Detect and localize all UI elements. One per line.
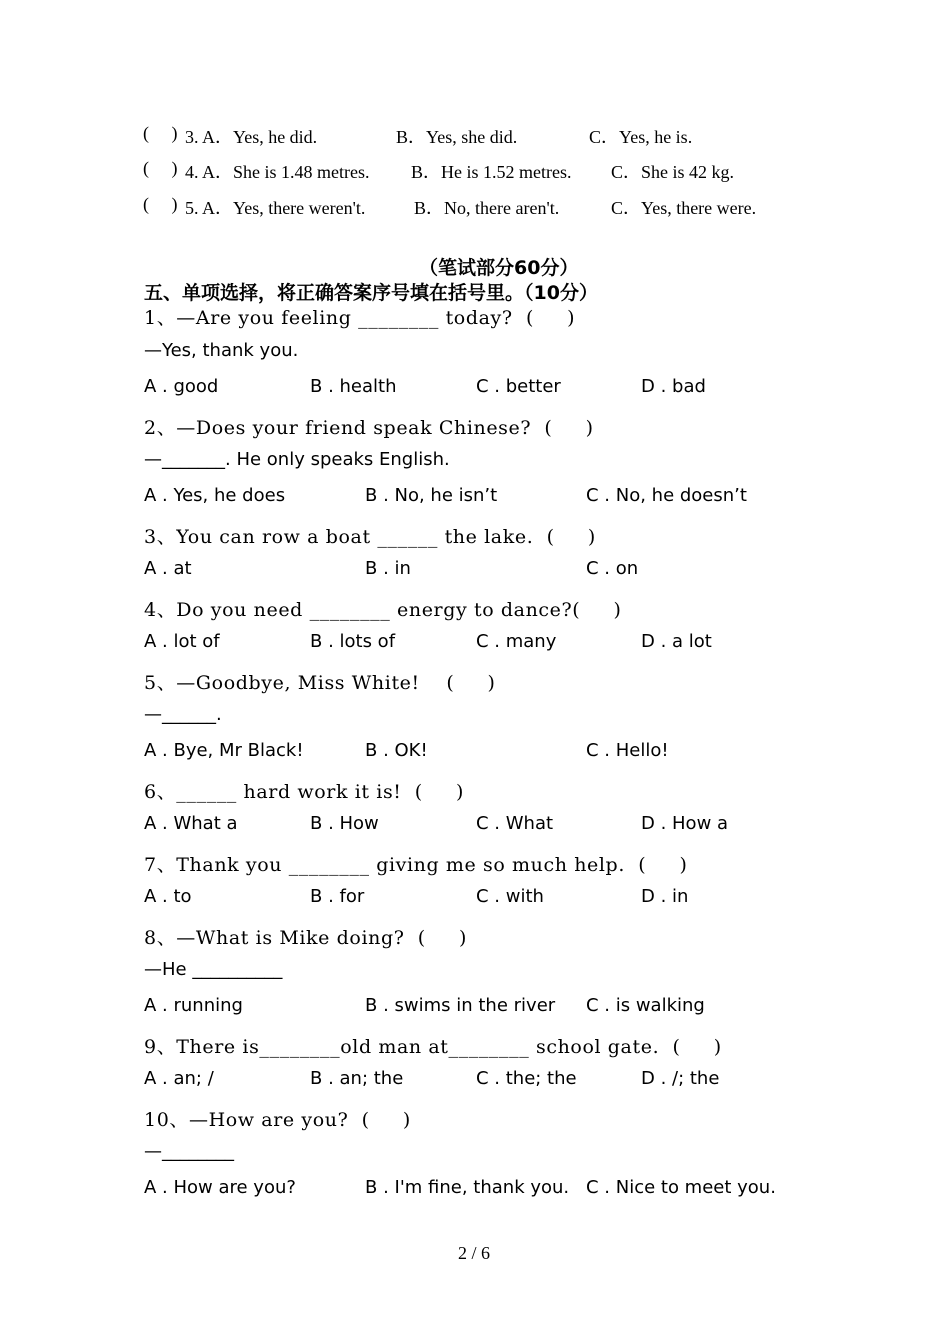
- question-10-reply: —________: [144, 1141, 234, 1162]
- question-6-stem: 6、______ hard work it is! ( ): [144, 781, 465, 803]
- option-b: B . in: [365, 558, 411, 579]
- written-part-header: （笔试部分60分）: [419, 257, 579, 279]
- option-c: C . What: [476, 813, 554, 834]
- question-7-stem: 7、Thank you ________ giving me so much help. ( ): [144, 854, 688, 876]
- option-c: C . with: [476, 886, 544, 907]
- option-c: C . the; the: [476, 1068, 577, 1089]
- option-a: A . good: [144, 376, 219, 397]
- question-5-reply: —______.: [144, 704, 222, 725]
- option-b: B . How: [310, 813, 379, 834]
- option-b: B . an; the: [310, 1068, 404, 1089]
- option-a: A . at: [144, 558, 192, 579]
- answer-paren: ( ): [143, 123, 178, 143]
- option-b: B . No, he isn’t: [365, 485, 498, 506]
- listening-option-c: C．Yes, there were.: [611, 198, 757, 218]
- listening-option-c: C．Yes, he is.: [589, 127, 693, 147]
- option-b: B . lots of: [310, 631, 396, 652]
- question-9-stem: 9、There is________old man at________ school gate. ( ): [144, 1036, 722, 1058]
- listening-option-a: 3. A．Yes, he did.: [185, 127, 318, 147]
- listening-option-b: B．No, there aren't.: [414, 198, 560, 218]
- option-d: D . How a: [641, 813, 729, 834]
- answer-paren: ( ): [143, 158, 178, 178]
- option-a: A . Bye, Mr Black!: [144, 740, 304, 761]
- listening-option-c: C．She is 42 kg.: [611, 162, 735, 182]
- page-number: 2 / 6: [458, 1243, 491, 1263]
- listening-option-a: 4. A．She is 1.48 metres.: [185, 162, 370, 182]
- option-a: A . running: [144, 995, 243, 1016]
- option-d: D . /; the: [641, 1068, 720, 1089]
- option-d: D . in: [641, 886, 689, 907]
- section-title: 五、单项选择，将正确答案序号填在括号里。（10分）: [144, 282, 598, 304]
- option-a: A . What a: [144, 813, 238, 834]
- listening-option-b: B．He is 1.52 metres.: [411, 162, 572, 182]
- question-2-stem: 2、—Does your friend speak Chinese? ( ): [144, 417, 594, 439]
- question-8-reply: —He __________: [144, 959, 283, 980]
- answer-paren: ( ): [143, 194, 178, 214]
- option-c: C . on: [586, 558, 639, 579]
- question-3-stem: 3、You can row a boat ______ the lake. ( ): [144, 526, 596, 548]
- option-b: B . for: [310, 886, 365, 907]
- option-d: D . a lot: [641, 631, 712, 652]
- option-c: C . No, he doesn’t: [586, 485, 747, 506]
- option-a: A . How are you?: [144, 1177, 296, 1198]
- option-a: A . to: [144, 886, 192, 907]
- question-8-stem: 8、—What is Mike doing? ( ): [144, 927, 468, 949]
- question-10-stem: 10、—How are you? ( ): [144, 1109, 411, 1131]
- question-1-reply: —Yes, thank you.: [144, 340, 299, 361]
- option-a: A . an; /: [144, 1068, 214, 1089]
- option-b: B . health: [310, 376, 397, 397]
- option-b: B . OK!: [365, 740, 428, 761]
- option-b: B . I'm fine, thank you.: [365, 1177, 570, 1198]
- option-c: C . Hello!: [586, 740, 669, 761]
- listening-option-a: 5. A．Yes, there weren't.: [185, 198, 366, 218]
- question-4-stem: 4、Do you need ________ energy to dance?( ): [144, 599, 622, 621]
- option-a: A . Yes, he does: [144, 485, 286, 506]
- question-1-stem: 1、—Are you feeling ________ today? ( ): [144, 307, 576, 329]
- option-c: C . Nice to meet you.: [586, 1177, 776, 1198]
- option-d: D . bad: [641, 376, 706, 397]
- question-5-stem: 5、—Goodbye, Miss White! ( ): [144, 672, 496, 694]
- option-c: C . is walking: [586, 995, 705, 1016]
- option-c: C . many: [476, 631, 557, 652]
- question-2-reply: —_______. He only speaks English.: [144, 449, 450, 470]
- option-a: A . lot of: [144, 631, 220, 652]
- option-b: B . swims in the river: [365, 995, 556, 1016]
- listening-option-b: B．Yes, she did.: [396, 127, 518, 147]
- option-c: C . better: [476, 376, 561, 397]
